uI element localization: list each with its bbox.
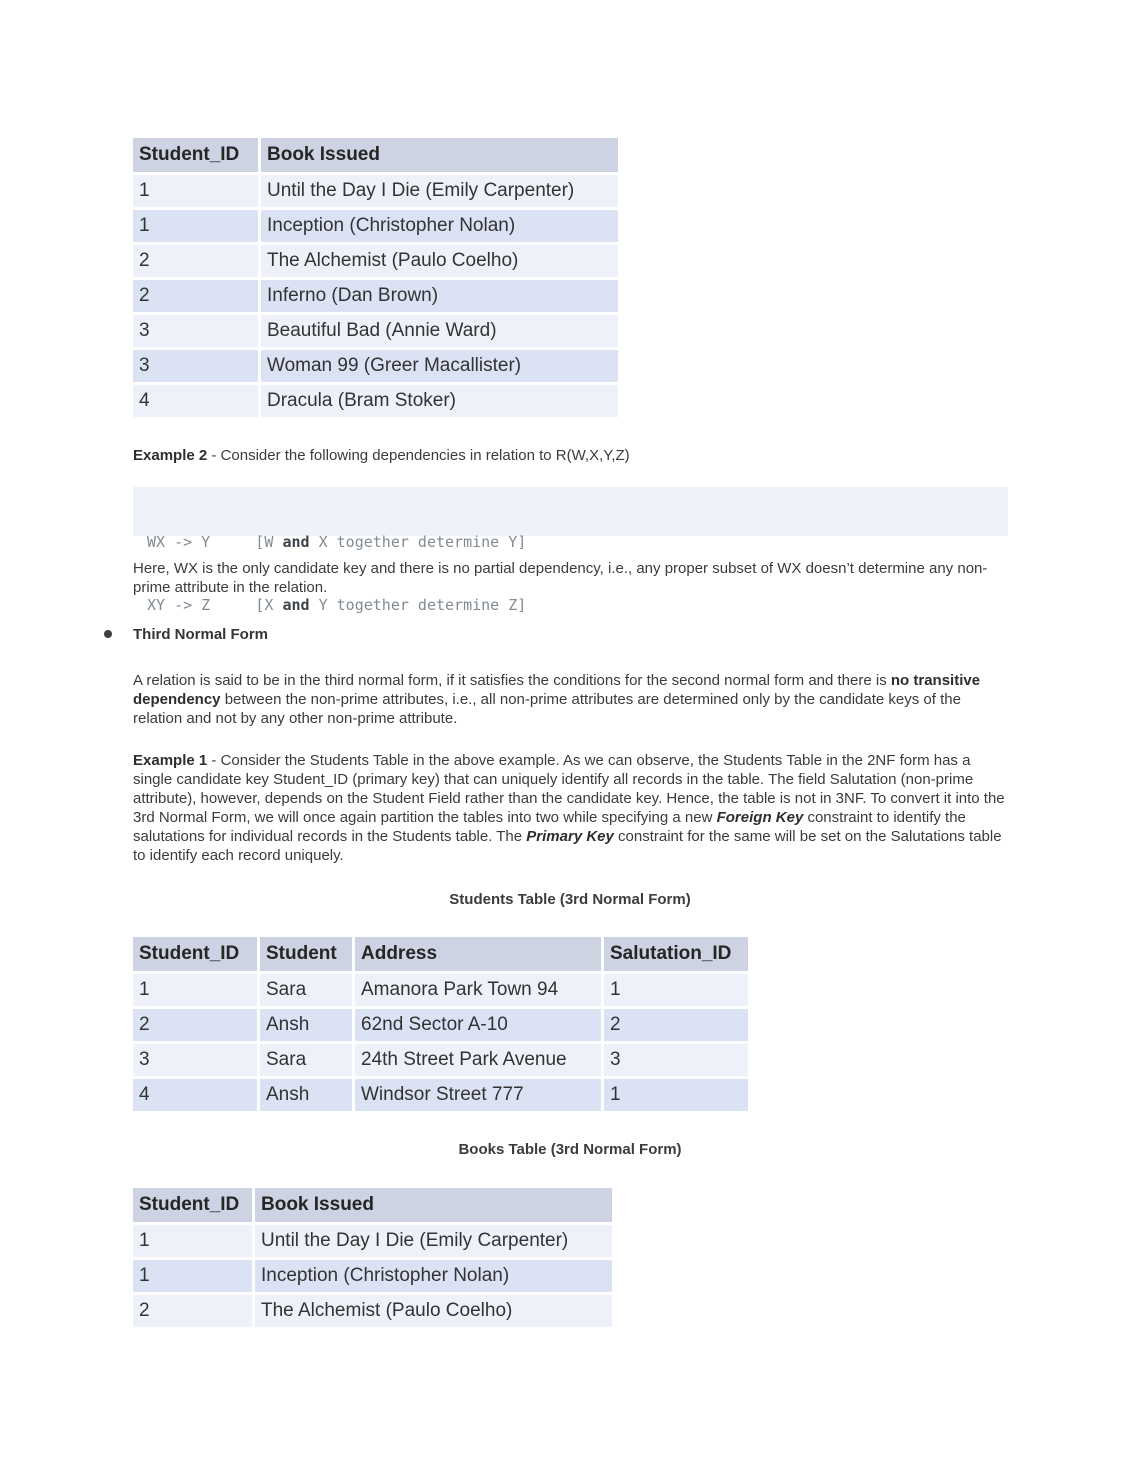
- example1-paragraph: [133, 751, 1013, 865]
- cell-book-issued: Inception (Christopher Nolan): [255, 1260, 615, 1295]
- cell-student-id: 3: [133, 315, 261, 350]
- table-header-row: [133, 1188, 615, 1225]
- table-row: [133, 175, 621, 210]
- table-header-row: [133, 937, 751, 974]
- cell-student-id: 1: [133, 1225, 255, 1260]
- cell-student-id: 2: [133, 245, 261, 280]
- cell-book-issued: Inferno (Dan Brown): [261, 280, 621, 315]
- cell-salutation-id: 1: [604, 1079, 751, 1114]
- cell-address: 62nd Sector A-10: [355, 1009, 604, 1044]
- cell-student-id: 3: [133, 1044, 260, 1079]
- cell-book-issued: Dracula (Bram Stoker): [261, 385, 621, 420]
- cell-book-issued: Until the Day I Die (Emily Carpenter): [261, 175, 621, 210]
- table-row: [133, 210, 621, 245]
- cell-student: Sara: [260, 974, 355, 1009]
- cell-book-issued: Woman 99 (Greer Macallister): [261, 350, 621, 385]
- books-table-caption: [0, 1141, 1140, 1158]
- cell-address: Windsor Street 777: [355, 1079, 604, 1114]
- students-table-3nf: [133, 937, 751, 1114]
- primary-key-emphasis: Primary Key: [526, 828, 614, 845]
- table-row: [133, 1079, 751, 1114]
- code-text: WX -> Y [W: [147, 533, 283, 551]
- column-header: Salutation_ID: [604, 937, 751, 974]
- table-row: [133, 1260, 615, 1295]
- column-header: Student: [260, 937, 355, 974]
- caption-text: Books Table (3rd Normal Form): [458, 1141, 682, 1158]
- example2-text: - Consider the following dependencies in relation to R(W,X,Y,Z): [207, 447, 630, 464]
- cell-book-issued: The Alchemist (Paulo Coelho): [261, 245, 621, 280]
- example1-text: constraint to identify the salutations for individual records in the Students table. The: [133, 809, 966, 845]
- example1-label: Example 1: [133, 752, 208, 769]
- heading-label: Third Normal Form: [133, 626, 269, 643]
- table-row: [133, 1009, 751, 1044]
- table-row: [133, 350, 621, 385]
- here-text: Here, WX is the only candidate key and there is no partial dependency, i.e., any proper subset of WX doesn’t determine any non-prime attribute in the relation.: [133, 560, 988, 596]
- books-table-3nf: [133, 1188, 615, 1330]
- tnf-definition-paragraph: [133, 671, 1013, 728]
- foreign-key-emphasis: Foreign Key: [716, 809, 804, 826]
- books-table-2nf: [133, 138, 621, 420]
- column-header: Student_ID: [133, 937, 260, 974]
- third-normal-form-heading: [133, 626, 1140, 643]
- table-row: [133, 1295, 615, 1330]
- cell-student-id: 4: [133, 1079, 260, 1114]
- table-row: [133, 1225, 615, 1260]
- cell-student-id: 2: [133, 1009, 260, 1044]
- code-text: Y together determine Z]: [309, 596, 527, 614]
- table-row: [133, 974, 751, 1009]
- here-paragraph: [133, 559, 1008, 597]
- code-text: XY -> Z [X: [147, 596, 283, 614]
- column-header: Student_ID: [133, 138, 261, 175]
- cell-student-id: 2: [133, 280, 261, 315]
- table-row: [133, 1044, 751, 1079]
- cell-student: Ansh: [260, 1079, 355, 1114]
- example1-text: - Consider the Students Table in the above example. As we can observe, the Students Table in the 2NF form has a single candidate key Student_ID (primary key) that can uniquely identify all records in the table. The field Salutation (non-prime attribute), however, depends on the Student Field rather than the candidate key. Hence, the table is not in 3NF. To convert it into the 3rd Normal Form, we will once again partition the tables into two while specifying a new: [133, 752, 1005, 826]
- cell-student-id: 1: [133, 974, 260, 1009]
- cell-student-id: 3: [133, 350, 261, 385]
- code-line: [147, 595, 1008, 616]
- table-row: [133, 315, 621, 350]
- table-row: [133, 385, 621, 420]
- table-row: [133, 280, 621, 315]
- code-bold-keyword: and: [282, 596, 310, 614]
- students-table-caption: [0, 891, 1140, 908]
- cell-book-issued: Inception (Christopher Nolan): [261, 210, 621, 245]
- bullet-icon: [104, 630, 112, 638]
- cell-address: Amanora Park Town 94: [355, 974, 604, 1009]
- column-header: Book Issued: [255, 1188, 615, 1225]
- cell-address: 24th Street Park Avenue: [355, 1044, 604, 1079]
- cell-student-id: 1: [133, 175, 261, 210]
- cell-student: Sara: [260, 1044, 355, 1079]
- code-text: X together determine Y]: [309, 533, 527, 551]
- caption-text: Students Table (3rd Normal Form): [449, 891, 691, 908]
- column-header: Book Issued: [261, 138, 621, 175]
- cell-salutation-id: 3: [604, 1044, 751, 1079]
- cell-salutation-id: 1: [604, 974, 751, 1009]
- table-row: [133, 245, 621, 280]
- tnf-text: between the non-prime attributes, i.e., all non-prime attributes are determined only by the candidate keys of the relation and not by any other non-prime attribute.: [133, 691, 961, 727]
- tnf-text: A relation is said to be in the third normal form, if it satisfies the conditions for the second normal form and there is: [133, 672, 891, 689]
- tnf-bold: no transitive dependency: [133, 672, 981, 708]
- code-line: [147, 532, 1008, 553]
- example1-text: constraint for the same will be set on the Salutations table to identify each record uniquely.: [133, 828, 1002, 864]
- example2-paragraph: [133, 446, 1013, 465]
- cell-book-issued: The Alchemist (Paulo Coelho): [255, 1295, 615, 1330]
- cell-salutation-id: 2: [604, 1009, 751, 1044]
- cell-student-id: 2: [133, 1295, 255, 1330]
- column-header: Address: [355, 937, 604, 974]
- cell-student-id: 1: [133, 1260, 255, 1295]
- table-header-row: [133, 138, 621, 175]
- cell-book-issued: Beautiful Bad (Annie Ward): [261, 315, 621, 350]
- cell-student: Ansh: [260, 1009, 355, 1044]
- example2-label: Example 2: [133, 447, 208, 464]
- cell-student-id: 1: [133, 210, 261, 245]
- cell-book-issued: Until the Day I Die (Emily Carpenter): [255, 1225, 615, 1260]
- cell-student-id: 4: [133, 385, 261, 420]
- column-header: Student_ID: [133, 1188, 255, 1225]
- code-bold-keyword: and: [282, 533, 310, 551]
